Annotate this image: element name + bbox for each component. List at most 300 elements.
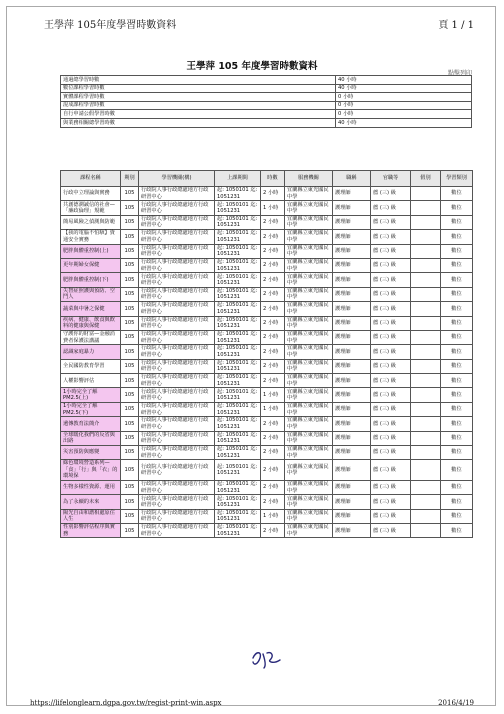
table-row <box>61 187 473 201</box>
cell-leave <box>411 273 441 287</box>
column-header: 官職等 <box>371 171 411 187</box>
cell-grade: 薦 (三) 級 <box>371 495 411 509</box>
cell-name: 性別影響評估程序與實務 <box>61 524 121 538</box>
cell-name: 更年期婦女保健 <box>61 258 121 272</box>
summary-row <box>61 93 472 102</box>
cell-title: 護理師 <box>333 374 371 388</box>
table-row <box>61 302 473 316</box>
cell-grade: 薦 (三) 級 <box>371 316 411 330</box>
cell-title: 護理師 <box>333 345 371 359</box>
column-header: 課程名稱 <box>61 171 121 187</box>
cell-title: 護理師 <box>333 402 371 416</box>
cell-grade: 薦 (三) 級 <box>371 524 411 538</box>
cell-type: 數位 <box>441 330 473 344</box>
cell-title: 護理師 <box>333 230 371 244</box>
cell-type: 數位 <box>441 446 473 460</box>
print-link[interactable]: 點擊列印 <box>447 70 472 77</box>
table-row <box>61 230 473 244</box>
cell-org: 行政院人事行政總處地方行政研習中心 <box>139 273 215 287</box>
cell-name: 遺傳教育法簡介 <box>61 417 121 431</box>
cell-period: 起: 1050101 迄: 1051231 <box>215 402 261 416</box>
table-row <box>61 431 473 445</box>
cell-agency: 宜蘭縣立東光國民中學 <box>285 316 333 330</box>
cell-hours: 1 小時 <box>261 388 285 402</box>
cell-title: 護理師 <box>333 244 371 258</box>
cell-org: 行政院人事行政總處地方行政研習中心 <box>139 374 215 388</box>
cell-agency: 宜蘭縣立東光國民中學 <box>285 330 333 344</box>
cell-org: 行政院人事行政總處地方行政研習中心 <box>139 480 215 494</box>
cell-org: 行政院人事行政總處地方行政研習中心 <box>139 230 215 244</box>
cell-hours: 2 小時 <box>261 417 285 431</box>
cell-agency: 宜蘭縣立東光國民中學 <box>285 359 333 373</box>
table-row <box>61 201 473 215</box>
cell-period: 起: 1050101 迄: 1051231 <box>215 460 261 481</box>
table-row <box>61 359 473 373</box>
cell-title: 護理師 <box>333 273 371 287</box>
cell-name: 災害預防與應變 <box>61 446 121 460</box>
cell-leave <box>411 258 441 272</box>
cell-period: 起: 1050101 迄: 1051231 <box>215 345 261 359</box>
cell-agency: 宜蘭縣立東光國民中學 <box>285 509 333 523</box>
cell-grade: 薦 (三) 級 <box>371 417 411 431</box>
cell-org: 行政院人事行政總處地方行政研習中心 <box>139 316 215 330</box>
cell-type: 數位 <box>441 374 473 388</box>
table-row <box>61 446 473 460</box>
cell-period: 起: 1050101 迄: 1051231 <box>215 201 261 215</box>
cell-period: 起: 1050101 迄: 1051231 <box>215 431 261 445</box>
cell-name: 陽光自由和諧相處原住人生 <box>61 509 121 523</box>
cell-name: 1小時完全了解PM2.5(上) <box>61 388 121 402</box>
cell-grade: 薦 (三) 級 <box>371 330 411 344</box>
handwritten-signature <box>250 648 284 670</box>
cell-hours: 2 小時 <box>261 460 285 481</box>
cell-title: 護理師 <box>333 524 371 538</box>
cell-term: 105 <box>121 230 139 244</box>
summary-value: 0 小時 <box>336 101 472 110</box>
cell-name: 綠色環境營造系列—「食」「行」與「衣」的環境保 <box>61 460 121 481</box>
cell-title: 護理師 <box>333 302 371 316</box>
summary-label: 自行申請公假學習時數 <box>61 110 336 119</box>
cell-agency: 宜蘭縣立東光國民中學 <box>285 201 333 215</box>
cell-term: 105 <box>121 374 139 388</box>
cell-grade: 薦 (三) 級 <box>371 201 411 215</box>
cell-title: 護理師 <box>333 417 371 431</box>
cell-period: 起: 1050101 迄: 1051231 <box>215 509 261 523</box>
cell-grade: 薦 (三) 級 <box>371 509 411 523</box>
column-header: 期別 <box>121 171 139 187</box>
cell-org: 行政院人事行政總處地方行政研習中心 <box>139 201 215 215</box>
cell-leave <box>411 402 441 416</box>
cell-leave <box>411 460 441 481</box>
table-row <box>61 417 473 431</box>
cell-name: 認識家庭暴力 <box>61 345 121 359</box>
cell-name: 行政中立理論與實務 <box>61 187 121 201</box>
cell-period: 起: 1050101 迄: 1051231 <box>215 388 261 402</box>
cell-hours: 2 小時 <box>261 215 285 229</box>
column-header: 假別 <box>411 171 441 187</box>
cell-term: 105 <box>121 244 139 258</box>
cell-type: 數位 <box>441 460 473 481</box>
cell-grade: 薦 (三) 級 <box>371 302 411 316</box>
cell-title: 護理師 <box>333 316 371 330</box>
cell-title: 護理師 <box>333 509 371 523</box>
summary-label: 與業務相關總學習時數 <box>61 118 336 127</box>
cell-org: 行政院人事行政總處地方行政研習中心 <box>139 258 215 272</box>
cell-org: 行政院人事行政總處地方行政研習中心 <box>139 446 215 460</box>
course-table <box>60 170 473 538</box>
cell-type: 數位 <box>441 287 473 301</box>
cell-org: 行政院人事行政總處地方行政研習中心 <box>139 495 215 509</box>
cell-title: 護理師 <box>333 287 371 301</box>
table-row <box>61 316 473 330</box>
cell-period: 起: 1050101 迄: 1051231 <box>215 359 261 373</box>
summary-label: 混成課程學習時數 <box>61 101 336 110</box>
cell-term: 105 <box>121 258 139 272</box>
cell-grade: 薦 (三) 級 <box>371 480 411 494</box>
cell-org: 行政院人事行政總處地方行政研習中心 <box>139 287 215 301</box>
cell-agency: 宜蘭縣立東光國民中學 <box>285 524 333 538</box>
summary-value: 0 小時 <box>336 110 472 119</box>
cell-agency: 宜蘭縣立東光國民中學 <box>285 431 333 445</box>
cell-org: 行政院人事行政總處地方行政研習中心 <box>139 187 215 201</box>
cell-grade: 薦 (三) 級 <box>371 374 411 388</box>
cell-leave <box>411 359 441 373</box>
cell-leave <box>411 287 441 301</box>
cell-term: 105 <box>121 388 139 402</box>
cell-leave <box>411 316 441 330</box>
cell-hours: 2 小時 <box>261 330 285 344</box>
table-row <box>61 244 473 258</box>
table-row <box>61 273 473 287</box>
table-row <box>61 460 473 481</box>
cell-type: 數位 <box>441 388 473 402</box>
cell-term: 105 <box>121 302 139 316</box>
cell-name: 全民國防教育學習 <box>61 359 121 373</box>
summary-row <box>61 110 472 119</box>
cell-hours: 2 小時 <box>261 446 285 460</box>
cell-title: 護理師 <box>333 201 371 215</box>
cell-term: 105 <box>121 345 139 359</box>
cell-name: 人權影響評估 <box>61 374 121 388</box>
cell-grade: 薦 (三) 級 <box>371 460 411 481</box>
cell-hours: 2 小時 <box>261 431 285 445</box>
cell-title: 護理師 <box>333 388 371 402</box>
cell-title: 護理師 <box>333 480 371 494</box>
cell-type: 數位 <box>441 201 473 215</box>
cell-leave <box>411 330 441 344</box>
cell-term: 105 <box>121 316 139 330</box>
cell-term: 105 <box>121 460 139 481</box>
cell-leave <box>411 215 441 229</box>
summary-label: 數位課程學習時數 <box>61 84 336 93</box>
cell-leave <box>411 345 441 359</box>
cell-period: 起: 1050101 迄: 1051231 <box>215 446 261 460</box>
cell-agency: 宜蘭縣立東光國民中學 <box>285 446 333 460</box>
cell-period: 起: 1050101 迄: 1051231 <box>215 230 261 244</box>
cell-leave <box>411 446 441 460</box>
cell-agency: 宜蘭縣立東光國民中學 <box>285 302 333 316</box>
cell-title: 護理師 <box>333 330 371 344</box>
cell-name: 生物多樣性資源、運用 <box>61 480 121 494</box>
cell-hours: 1 小時 <box>261 509 285 523</box>
cell-grade: 薦 (三) 級 <box>371 446 411 460</box>
cell-hours: 2 小時 <box>261 258 285 272</box>
cell-hours: 2 小時 <box>261 316 285 330</box>
cell-term: 105 <box>121 201 139 215</box>
cell-term: 105 <box>121 273 139 287</box>
cell-hours: 2 小時 <box>261 302 285 316</box>
cell-agency: 宜蘭縣立東光國民中學 <box>285 460 333 481</box>
cell-period: 起: 1050101 迄: 1051231 <box>215 495 261 509</box>
cell-type: 數位 <box>441 316 473 330</box>
cell-grade: 薦 (三) 級 <box>371 187 411 201</box>
cell-org: 行政院人事行政總處地方行政研習中心 <box>139 388 215 402</box>
cell-grade: 薦 (三) 級 <box>371 258 411 272</box>
cell-period: 起: 1050101 迄: 1051231 <box>215 273 261 287</box>
cell-term: 105 <box>121 215 139 229</box>
column-header: 學習機關(構) <box>139 171 215 187</box>
cell-leave <box>411 431 441 445</box>
cell-hours: 2 小時 <box>261 187 285 201</box>
table-row <box>61 480 473 494</box>
cell-type: 數位 <box>441 524 473 538</box>
table-row <box>61 215 473 229</box>
cell-type: 數位 <box>441 431 473 445</box>
cell-leave <box>411 230 441 244</box>
cell-hours: 2 小時 <box>261 287 285 301</box>
cell-grade: 薦 (三) 級 <box>371 244 411 258</box>
cell-org: 行政院人事行政總處地方行政研習中心 <box>139 524 215 538</box>
column-header: 學習類別 <box>441 171 473 187</box>
cell-grade: 薦 (三) 級 <box>371 345 411 359</box>
cell-title: 護理師 <box>333 187 371 201</box>
cell-title: 護理師 <box>333 215 371 229</box>
cell-name: 共創德潤誠信的社會—「廉政倫理」規範 <box>61 201 121 215</box>
cell-term: 105 <box>121 417 139 431</box>
cell-period: 起: 1050101 迄: 1051231 <box>215 316 261 330</box>
cell-agency: 宜蘭縣立東光國民中學 <box>285 495 333 509</box>
table-row <box>61 402 473 416</box>
table-row <box>61 345 473 359</box>
cell-period: 起: 1050101 迄: 1051231 <box>215 524 261 538</box>
cell-type: 數位 <box>441 345 473 359</box>
footer-url: https://lifelonglearn.dgpa.gov.tw/regist-print-win.aspx <box>30 699 222 707</box>
cell-title: 護理師 <box>333 359 371 373</box>
cell-period: 起: 1050101 迄: 1051231 <box>215 215 261 229</box>
cell-leave <box>411 244 441 258</box>
cell-agency: 宜蘭縣立東光國民中學 <box>285 374 333 388</box>
cell-leave <box>411 201 441 215</box>
cell-agency: 宜蘭縣立東光國民中學 <box>285 187 333 201</box>
cell-hours: 2 小時 <box>261 345 285 359</box>
cell-type: 數位 <box>441 302 473 316</box>
cell-grade: 薦 (三) 級 <box>371 215 411 229</box>
cell-org: 行政院人事行政總處地方行政研習中心 <box>139 359 215 373</box>
cell-name: 蔬菜與中暑之保健 <box>61 302 121 316</box>
cell-leave <box>411 187 441 201</box>
cell-org: 行政院人事行政總處地方行政研習中心 <box>139 302 215 316</box>
cell-hours: 2 小時 <box>261 495 285 509</box>
cell-agency: 宜蘭縣立東光國民中學 <box>285 417 333 431</box>
cell-leave <box>411 417 441 431</box>
cell-type: 數位 <box>441 230 473 244</box>
cell-title: 護理師 <box>333 495 371 509</box>
summary-label: 實體課程學習時數 <box>61 93 336 102</box>
cell-grade: 薦 (三) 級 <box>371 230 411 244</box>
cell-grade: 薦 (三) 級 <box>371 431 411 445</box>
browser-header-title: 王學萍 105年度學習時數資料 <box>44 20 177 31</box>
cell-hours: 2 小時 <box>261 359 285 373</box>
cell-org: 行政院人事行政總處地方行政研習中心 <box>139 417 215 431</box>
cell-leave <box>411 480 441 494</box>
cell-leave <box>411 495 441 509</box>
column-header: 服務機關 <box>285 171 333 187</box>
cell-term: 105 <box>121 495 139 509</box>
summary-table <box>60 75 472 128</box>
cell-agency: 宜蘭縣立東光國民中學 <box>285 215 333 229</box>
cell-agency: 宜蘭縣立東光國民中學 <box>285 230 333 244</box>
cell-type: 數位 <box>441 187 473 201</box>
cell-grade: 薦 (三) 級 <box>371 402 411 416</box>
cell-type: 數位 <box>441 244 473 258</box>
summary-value: 0 小時 <box>336 93 472 102</box>
cell-leave <box>411 374 441 388</box>
cell-term: 105 <box>121 330 139 344</box>
cell-name: 為了永續的未來 <box>61 495 121 509</box>
table-row <box>61 524 473 538</box>
cell-hours: 2 小時 <box>261 374 285 388</box>
cell-title: 護理師 <box>333 446 371 460</box>
cell-period: 起: 1050101 迄: 1051231 <box>215 417 261 431</box>
page-title: 王學萍 105 年度學習時數資料 <box>186 61 318 72</box>
column-header: 職稱 <box>333 171 371 187</box>
table-row <box>61 258 473 272</box>
table-row <box>61 388 473 402</box>
cell-term: 105 <box>121 287 139 301</box>
summary-value: 40 小時 <box>336 118 472 127</box>
cell-agency: 宜蘭縣立東光國民中學 <box>285 258 333 272</box>
cell-hours: 2 小時 <box>261 244 285 258</box>
cell-org: 行政院人事行政總處地方行政研習中心 <box>139 460 215 481</box>
cell-title: 護理師 <box>333 431 371 445</box>
footer-date: 2016/4/19 <box>438 699 474 707</box>
cell-agency: 宜蘭縣立東光國民中學 <box>285 345 333 359</box>
cell-grade: 薦 (三) 級 <box>371 359 411 373</box>
cell-type: 數位 <box>441 258 473 272</box>
cell-org: 行政院人事行政總處地方行政研習中心 <box>139 215 215 229</box>
cell-agency: 宜蘭縣立東光國民中學 <box>285 480 333 494</box>
cell-name: 疾病、健康、飲食與飲料的健康與保健 <box>61 316 121 330</box>
cell-type: 數位 <box>441 509 473 523</box>
cell-name: 全球暖化我們的反省與出路 <box>61 431 121 445</box>
cell-leave <box>411 302 441 316</box>
cell-term: 105 <box>121 524 139 538</box>
cell-hours: 2 小時 <box>261 230 285 244</box>
cell-type: 數位 <box>441 417 473 431</box>
cell-org: 行政院人事行政總處地方行政研習中心 <box>139 431 215 445</box>
cell-period: 起: 1050101 迄: 1051231 <box>215 187 261 201</box>
cell-grade: 薦 (三) 級 <box>371 273 411 287</box>
table-row <box>61 287 473 301</box>
cell-name: 肥胖與體重控制(上) <box>61 244 121 258</box>
summary-label: 通過總學習時數 <box>61 76 336 85</box>
summary-value: 40 小時 <box>336 76 472 85</box>
cell-leave <box>411 509 441 523</box>
cell-agency: 宜蘭縣立東光國民中學 <box>285 244 333 258</box>
cell-period: 起: 1050101 迄: 1051231 <box>215 302 261 316</box>
table-row <box>61 495 473 509</box>
cell-period: 起: 1050101 迄: 1051231 <box>215 244 261 258</box>
cell-period: 起: 1050101 迄: 1051231 <box>215 330 261 344</box>
cell-type: 數位 <box>441 402 473 416</box>
cell-period: 起: 1050101 迄: 1051231 <box>215 374 261 388</box>
summary-value: 40 小時 <box>336 84 472 93</box>
cell-name: 簡易風險之偵測與防範 <box>61 215 121 229</box>
cell-hours: 1 小時 <box>261 402 285 416</box>
cell-agency: 宜蘭縣立東光國民中學 <box>285 287 333 301</box>
cell-agency: 宜蘭縣立東光國民中學 <box>285 402 333 416</box>
table-row <box>61 509 473 523</box>
cell-hours: 2 小時 <box>261 273 285 287</box>
cell-type: 數位 <box>441 495 473 509</box>
cell-org: 行政院人事行政總處地方行政研習中心 <box>139 402 215 416</box>
cell-org: 行政院人事行政總處地方行政研習中心 <box>139 345 215 359</box>
cell-agency: 宜蘭縣立東光國民中學 <box>285 388 333 402</box>
summary-row <box>61 101 472 110</box>
cell-type: 數位 <box>441 480 473 494</box>
cell-type: 數位 <box>441 273 473 287</box>
cell-period: 起: 1050101 迄: 1051231 <box>215 480 261 494</box>
cell-agency: 宜蘭縣立東光國民中學 <box>285 273 333 287</box>
cell-name: 【我的電腦不怕駭】資通安全實務 <box>61 230 121 244</box>
cell-type: 數位 <box>441 215 473 229</box>
cell-grade: 薦 (三) 級 <box>371 388 411 402</box>
cell-name: 守護你的財富—金融消費者保護法講議 <box>61 330 121 344</box>
cell-title: 護理師 <box>333 460 371 481</box>
cell-type: 數位 <box>441 359 473 373</box>
cell-term: 105 <box>121 431 139 445</box>
cell-name: 失智症照護與預防、空鬥人 <box>61 287 121 301</box>
cell-term: 105 <box>121 187 139 201</box>
cell-leave <box>411 388 441 402</box>
cell-grade: 薦 (三) 級 <box>371 287 411 301</box>
column-header: 時數 <box>261 171 285 187</box>
cell-org: 行政院人事行政總處地方行政研習中心 <box>139 330 215 344</box>
column-header: 上課期間 <box>215 171 261 187</box>
cell-period: 起: 1050101 迄: 1051231 <box>215 258 261 272</box>
table-row <box>61 374 473 388</box>
cell-term: 105 <box>121 509 139 523</box>
cell-org: 行政院人事行政總處地方行政研習中心 <box>139 509 215 523</box>
cell-period: 起: 1050101 迄: 1051231 <box>215 287 261 301</box>
cell-name: 1小時完全了解PM2.5(下) <box>61 402 121 416</box>
table-row <box>61 330 473 344</box>
summary-row <box>61 84 472 93</box>
cell-hours: 1 小時 <box>261 201 285 215</box>
cell-title: 護理師 <box>333 258 371 272</box>
cell-name: 肥胖與體重控制(下) <box>61 273 121 287</box>
cell-hours: 2 小時 <box>261 524 285 538</box>
cell-term: 105 <box>121 402 139 416</box>
cell-hours: 2 小時 <box>261 480 285 494</box>
cell-leave <box>411 524 441 538</box>
cell-term: 105 <box>121 446 139 460</box>
cell-term: 105 <box>121 480 139 494</box>
summary-row <box>61 118 472 127</box>
browser-header-page-number: 頁 1 / 1 <box>438 20 474 31</box>
cell-term: 105 <box>121 359 139 373</box>
cell-org: 行政院人事行政總處地方行政研習中心 <box>139 244 215 258</box>
